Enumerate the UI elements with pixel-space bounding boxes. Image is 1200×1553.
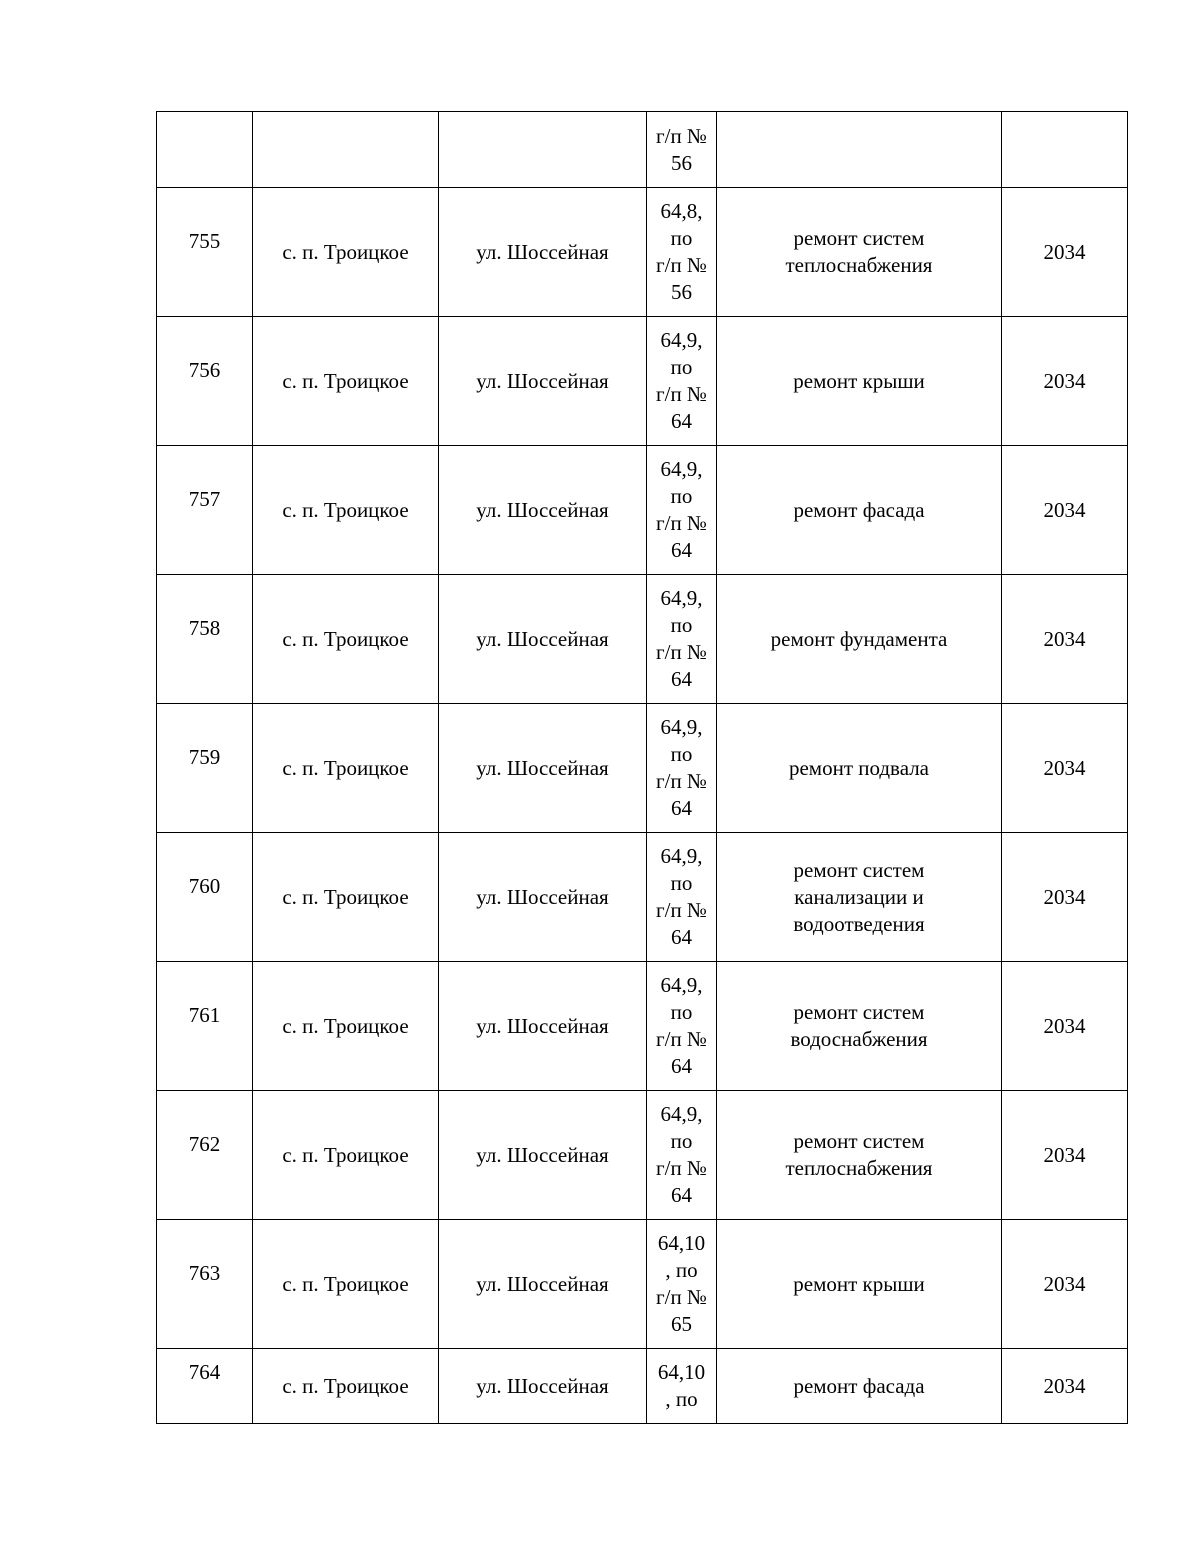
cell-house-address [647,317,717,446]
address-line: г/п № [656,640,707,664]
address-line: 64 [671,409,692,433]
work-line: теплоснабжения [785,1156,933,1180]
cell-settlement: с. п. Троицкое [253,1091,439,1220]
table-row [157,1349,1128,1424]
table-row [157,704,1128,833]
cell-street: ул. Шоссейная [439,704,647,833]
table-row [157,1220,1128,1349]
cell-settlement: с. п. Троицкое [253,1220,439,1349]
cell-year: 2034 [1002,962,1128,1091]
cell-settlement: с. п. Троицкое [253,962,439,1091]
table-row-continuation [157,112,1128,188]
cell-work-type [717,833,1002,962]
cell-work-type [717,1220,1002,1349]
cell-house-address [647,446,717,575]
address-line: 64 [671,925,692,949]
address-line: 64,10 [657,1231,706,1255]
address-line: по [670,1129,693,1153]
address-line: по [670,1000,693,1024]
address-line: по [670,742,693,766]
cell-settlement: с. п. Троицкое [253,188,439,317]
address-line: по [670,226,693,250]
work-line: ремонт систем [793,1129,925,1153]
cell-street: ул. Шоссейная [439,1091,647,1220]
cell-street: ул. Шоссейная [439,446,647,575]
address-line: , по [665,1387,698,1411]
address-line: г/п № [656,898,707,922]
address-line: 56 [671,150,692,175]
address-line: 64 [671,1183,692,1207]
work-line: водоснабжения [790,1027,928,1051]
cell-house-address [647,188,717,317]
cell-house-address [647,1091,717,1220]
cell-work-type [717,962,1002,1091]
cell-street: ул. Шоссейная [439,317,647,446]
cell-year: 2034 [1002,317,1128,446]
cell-year [1002,112,1128,188]
cell-work-type [717,446,1002,575]
cell-number [157,112,253,188]
address-line: 64 [671,538,692,562]
work-line: ремонт фундамента [770,626,948,651]
address-line: 64 [671,1054,692,1078]
cell-work-type [717,575,1002,704]
address-line: 64,9, [660,715,703,739]
repair-schedule-table [156,111,1128,1424]
table-row [157,188,1128,317]
address-line: г/п № [656,123,707,148]
cell-year: 2034 [1002,1091,1128,1220]
cell-house-address [647,112,717,188]
address-line: 64,10 [657,1360,706,1384]
cell-street: ул. Шоссейная [439,575,647,704]
cell-street: ул. Шоссейная [439,1220,647,1349]
table-row [157,833,1128,962]
address-line: по [670,613,693,637]
cell-year: 2034 [1002,1220,1128,1349]
address-line: г/п № [656,382,707,406]
cell-work-type [717,1349,1002,1424]
cell-work-type [717,112,1002,188]
table-row [157,575,1128,704]
cell-settlement: с. п. Троицкое [253,317,439,446]
cell-year: 2034 [1002,833,1128,962]
cell-settlement: с. п. Троицкое [253,833,439,962]
work-line: ремонт систем [793,226,925,250]
cell-house-address [647,1220,717,1349]
cell-number: 757 [157,446,253,575]
address-line: 64,8, [660,199,703,223]
cell-number: 763 [157,1220,253,1349]
cell-house-address [647,1349,717,1424]
work-line: ремонт фасада [793,1373,925,1398]
table-row [157,1091,1128,1220]
cell-house-address [647,962,717,1091]
cell-street: ул. Шоссейная [439,188,647,317]
work-line: ремонт крыши [793,368,925,393]
cell-settlement [253,112,439,188]
cell-number: 755 [157,188,253,317]
cell-settlement: с. п. Троицкое [253,575,439,704]
work-line: ремонт систем [793,857,925,882]
cell-number: 758 [157,575,253,704]
cell-work-type [717,704,1002,833]
cell-street: ул. Шоссейная [439,1349,647,1424]
address-line: 65 [671,1312,692,1336]
cell-house-address [647,575,717,704]
address-line: 64 [671,796,692,820]
cell-year: 2034 [1002,446,1128,575]
address-line: г/п № [656,511,707,535]
cell-number: 760 [157,833,253,962]
address-line: по [670,355,693,379]
address-line: г/п № [656,1027,707,1051]
address-line: г/п № [656,1285,707,1309]
table-row [157,962,1128,1091]
cell-settlement: с. п. Троицкое [253,446,439,575]
cell-house-address [647,833,717,962]
table-row [157,317,1128,446]
cell-work-type [717,188,1002,317]
address-line: , по [665,1258,698,1282]
cell-settlement: с. п. Троицкое [253,704,439,833]
table-body [157,112,1128,1424]
table-row [157,446,1128,575]
cell-year: 2034 [1002,575,1128,704]
cell-street: ул. Шоссейная [439,833,647,962]
address-line: 64,9, [660,844,703,868]
work-line: теплоснабжения [785,253,933,277]
address-line: 64,9, [660,586,703,610]
address-line: 64,9, [660,328,703,352]
cell-year: 2034 [1002,1349,1128,1424]
work-line: водоотведения [793,911,925,936]
address-line: г/п № [656,1156,707,1180]
cell-number: 761 [157,962,253,1091]
address-line: 56 [671,280,692,304]
cell-year: 2034 [1002,188,1128,317]
cell-street: ул. Шоссейная [439,962,647,1091]
address-line: по [670,484,693,508]
cell-settlement: с. п. Троицкое [253,1349,439,1424]
cell-number: 759 [157,704,253,833]
address-line: г/п № [656,253,707,277]
cell-number: 762 [157,1091,253,1220]
address-line: 64,9, [660,1102,703,1126]
cell-number: 756 [157,317,253,446]
work-line: ремонт систем [793,1000,925,1024]
work-line: ремонт подвала [788,755,930,780]
cell-street [439,112,647,188]
address-line: по [670,871,693,895]
address-line: 64 [671,667,692,691]
work-line: канализации и [794,884,924,909]
cell-year: 2034 [1002,704,1128,833]
address-line: 64,9, [660,457,703,481]
cell-work-type [717,1091,1002,1220]
work-line: ремонт крыши [793,1271,925,1296]
cell-number: 764 [157,1349,253,1424]
cell-work-type [717,317,1002,446]
cell-house-address [647,704,717,833]
address-line: 64,9, [660,973,703,997]
address-line: г/п № [656,769,707,793]
work-line: ремонт фасада [793,497,925,522]
